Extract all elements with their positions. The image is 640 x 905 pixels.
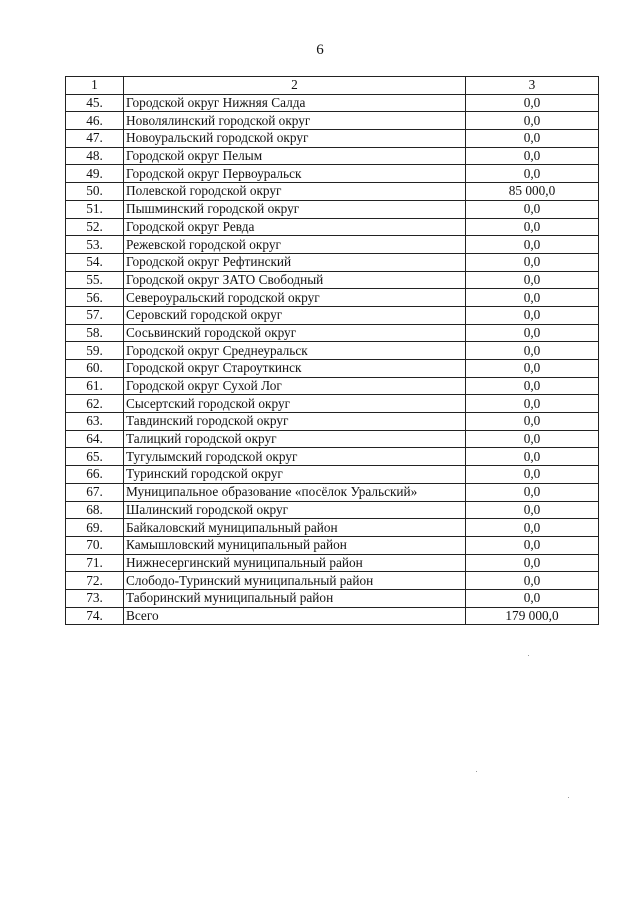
municipality-name-cell: Городской округ Пелым [124,147,466,165]
allocation-table [65,76,599,625]
amount-cell: 0,0 [466,554,599,572]
table-row [66,324,599,342]
row-number-cell: 66. [66,466,124,484]
municipality-name-cell: Серовский городской округ [124,306,466,324]
table-row [66,430,599,448]
table-row [66,306,599,324]
row-number-cell: 48. [66,147,124,165]
row-number-cell: 68. [66,501,124,519]
column-header-name: 2 [124,77,466,95]
table-row [66,342,599,360]
municipality-name-cell: Городской округ Рефтинский [124,253,466,271]
amount-cell: 0,0 [466,430,599,448]
page-number: 6 [316,42,324,58]
amount-cell: 0,0 [466,572,599,590]
municipality-name-cell: Североуральский городской округ [124,289,466,307]
table-row [66,253,599,271]
scan-speck [476,771,477,772]
municipality-name-cell: Городской округ Сухой Лог [124,377,466,395]
table-row [66,501,599,519]
municipality-name-cell: Городской округ ЗАТО Свободный [124,271,466,289]
table-row [66,147,599,165]
column-header-number: 1 [66,77,124,95]
municipality-name-cell: Городской округ Среднеуральск [124,342,466,360]
row-number-cell: 59. [66,342,124,360]
municipality-name-cell: Городской округ Ревда [124,218,466,236]
row-number-cell: 47. [66,130,124,148]
amount-cell: 0,0 [466,360,599,378]
row-number-cell: 69. [66,519,124,537]
row-number-cell: 62. [66,395,124,413]
municipality-name-cell: Тавдинский городской округ [124,413,466,431]
table-row [66,572,599,590]
municipality-name-cell: Новоуральский городской округ [124,130,466,148]
amount-cell: 0,0 [466,165,599,183]
amount-cell: 0,0 [466,306,599,324]
scan-speck [528,655,529,656]
row-number-cell: 51. [66,200,124,218]
amount-cell: 0,0 [466,448,599,466]
municipality-name-cell: Тугулымский городской округ [124,448,466,466]
table-row [66,519,599,537]
row-number-cell: 63. [66,413,124,431]
row-number-cell: 55. [66,271,124,289]
table-row [66,94,599,112]
amount-cell: 0,0 [466,413,599,431]
municipality-name-cell: Сысертский городской округ [124,395,466,413]
amount-cell: 0,0 [466,236,599,254]
amount-cell: 0,0 [466,501,599,519]
table-row [66,536,599,554]
municipality-name-cell: Пышминский городской округ [124,200,466,218]
amount-cell: 0,0 [466,536,599,554]
municipality-name-cell: Слободо-Туринский муниципальный район [124,572,466,590]
amount-cell: 0,0 [466,218,599,236]
amount-cell: 0,0 [466,589,599,607]
municipality-name-cell: Городской округ Нижняя Салда [124,94,466,112]
row-number-cell: 74. [66,607,124,625]
amount-cell: 0,0 [466,483,599,501]
table-row [66,236,599,254]
amount-cell: 85 000,0 [466,183,599,201]
municipality-name-cell: Сосьвинский городской округ [124,324,466,342]
table-row [66,554,599,572]
row-number-cell: 49. [66,165,124,183]
municipality-name-cell: Полевской городской округ [124,183,466,201]
amount-cell: 0,0 [466,200,599,218]
municipality-name-cell: Режевской городской округ [124,236,466,254]
row-number-cell: 71. [66,554,124,572]
row-number-cell: 57. [66,306,124,324]
row-number-cell: 54. [66,253,124,271]
table-header-row [66,77,599,95]
table-row [66,200,599,218]
row-number-cell: 65. [66,448,124,466]
table-row [66,395,599,413]
row-number-cell: 45. [66,94,124,112]
amount-cell: 0,0 [466,342,599,360]
amount-cell: 0,0 [466,147,599,165]
row-number-cell: 64. [66,430,124,448]
amount-cell: 0,0 [466,271,599,289]
municipality-name-cell: Байкаловский муниципальный район [124,519,466,537]
amount-cell: 0,0 [466,377,599,395]
table-row [66,413,599,431]
amount-cell: 0,0 [466,324,599,342]
row-number-cell: 72. [66,572,124,590]
row-number-cell: 70. [66,536,124,554]
row-number-cell: 61. [66,377,124,395]
amount-cell: 0,0 [466,253,599,271]
table-row [66,271,599,289]
municipality-name-cell: Всего [124,607,466,625]
row-number-cell: 73. [66,589,124,607]
municipality-name-cell: Нижнесергинский муниципальный район [124,554,466,572]
row-number-cell: 67. [66,483,124,501]
table-row [66,607,599,625]
row-number-cell: 60. [66,360,124,378]
table-body [66,77,599,625]
amount-cell: 179 000,0 [466,607,599,625]
municipality-name-cell: Шалинский городской округ [124,501,466,519]
table-row [66,360,599,378]
row-number-cell: 53. [66,236,124,254]
municipality-name-cell: Камышловский муниципальный район [124,536,466,554]
municipality-name-cell: Городской округ Первоуральск [124,165,466,183]
row-number-cell: 58. [66,324,124,342]
municipality-name-cell: Таборинский муниципальный район [124,589,466,607]
table-row [66,377,599,395]
table-row [66,289,599,307]
table-row [66,483,599,501]
amount-cell: 0,0 [466,466,599,484]
amount-cell: 0,0 [466,112,599,130]
amount-cell: 0,0 [466,395,599,413]
amount-cell: 0,0 [466,519,599,537]
amount-cell: 0,0 [466,130,599,148]
scan-speck [568,797,569,798]
municipality-name-cell: Муниципальное образование «посёлок Уральский» [124,483,466,501]
table-row [66,466,599,484]
amount-cell: 0,0 [466,94,599,112]
municipality-name-cell: Городской округ Староуткинск [124,360,466,378]
municipality-name-cell: Новолялинский городской округ [124,112,466,130]
table-row [66,112,599,130]
table-row [66,165,599,183]
table-row [66,448,599,466]
row-number-cell: 56. [66,289,124,307]
row-number-cell: 50. [66,183,124,201]
row-number-cell: 46. [66,112,124,130]
table-row [66,130,599,148]
municipality-name-cell: Талицкий городской округ [124,430,466,448]
table-row [66,218,599,236]
row-number-cell: 52. [66,218,124,236]
amount-cell: 0,0 [466,289,599,307]
table-row [66,183,599,201]
municipality-name-cell: Туринский городской округ [124,466,466,484]
column-header-value: 3 [466,77,599,95]
table-row [66,589,599,607]
